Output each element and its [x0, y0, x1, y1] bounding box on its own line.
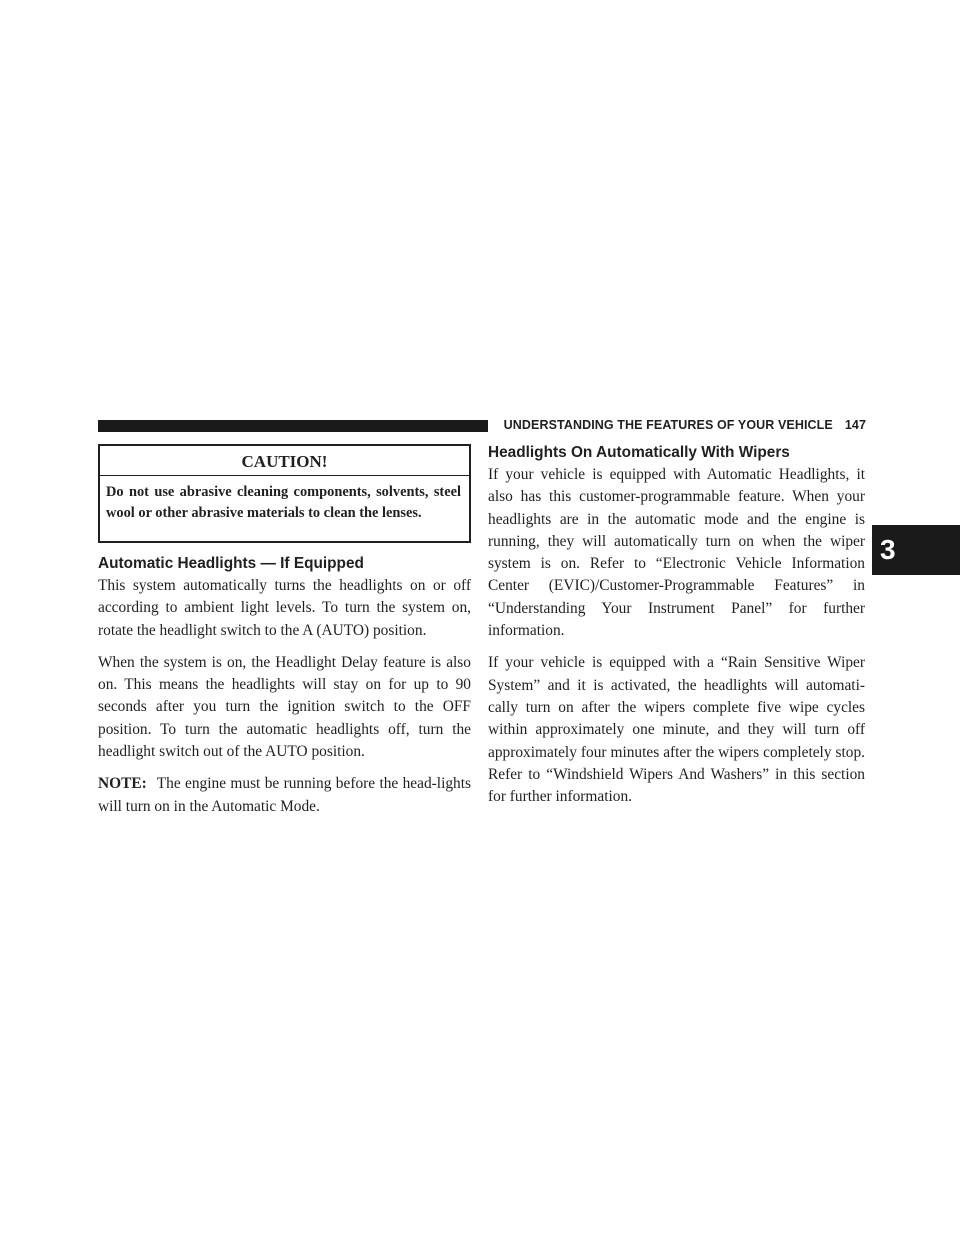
page-number: 147 [844, 418, 866, 432]
caution-box [98, 444, 471, 543]
note-paragraph [98, 773, 471, 818]
caution-title: CAUTION! [100, 446, 469, 476]
section-heading-automatic-headlights: Automatic Headlights — If Equipped [98, 555, 364, 572]
left-column [98, 554, 471, 828]
header-title: UNDERSTANDING THE FEATURES OF YOUR VEHICLE [503, 418, 833, 432]
chapter-number: 3 [880, 534, 896, 565]
paragraph: This system automatically turns the headlights on or off according to ambient light levels. To turn the system on, rotate the headlight switch to the A (AUTO) position. [98, 577, 471, 639]
chapter-tab [872, 525, 960, 575]
note-text: The engine must be running before the head-lights will turn on in the Automatic Mode. [98, 775, 471, 815]
section-heading-headlights-with-wipers: Headlights On Automatically With Wipers [488, 444, 790, 461]
running-header [500, 418, 866, 432]
paragraph: If your vehicle is equipped with a “Rain Sensitive Wiper System” and it is activated, the headlights will automati-cally turn on after the wipers complete five wipe cycles within approximately one minute, and they will turn off approximately four minutes after the wipers completely stop. Refer to “Windshield Wipers And Washers” in this section for further information. [488, 654, 865, 806]
paragraph: When the system is on, the Headlight Delay feature is also on. This means the headlights will stay on for up to 90 seconds after you turn the ignition switch to the OFF position. To turn the automatic headlights off, turn the headlight switch out of the AUTO position. [98, 653, 471, 761]
paragraph: If your vehicle is equipped with Automatic Headlights, it also has this customer-programmable feature. When your headlights are in the automatic mode and the engine is running, they will automatically turn on when the wiper system is on. Refer to “Electronic Vehicle Information Center (EVIC)/Customer-Programmable Features” in “Understanding Your Instrument Panel” for further information. [488, 466, 865, 640]
right-column [488, 443, 865, 818]
header-rule [98, 420, 488, 432]
caution-text: Do not use abrasive cleaning components, solvents, steel wool or other abrasive materials to clean the lenses. [106, 484, 461, 521]
note-label: NOTE: [98, 775, 147, 793]
